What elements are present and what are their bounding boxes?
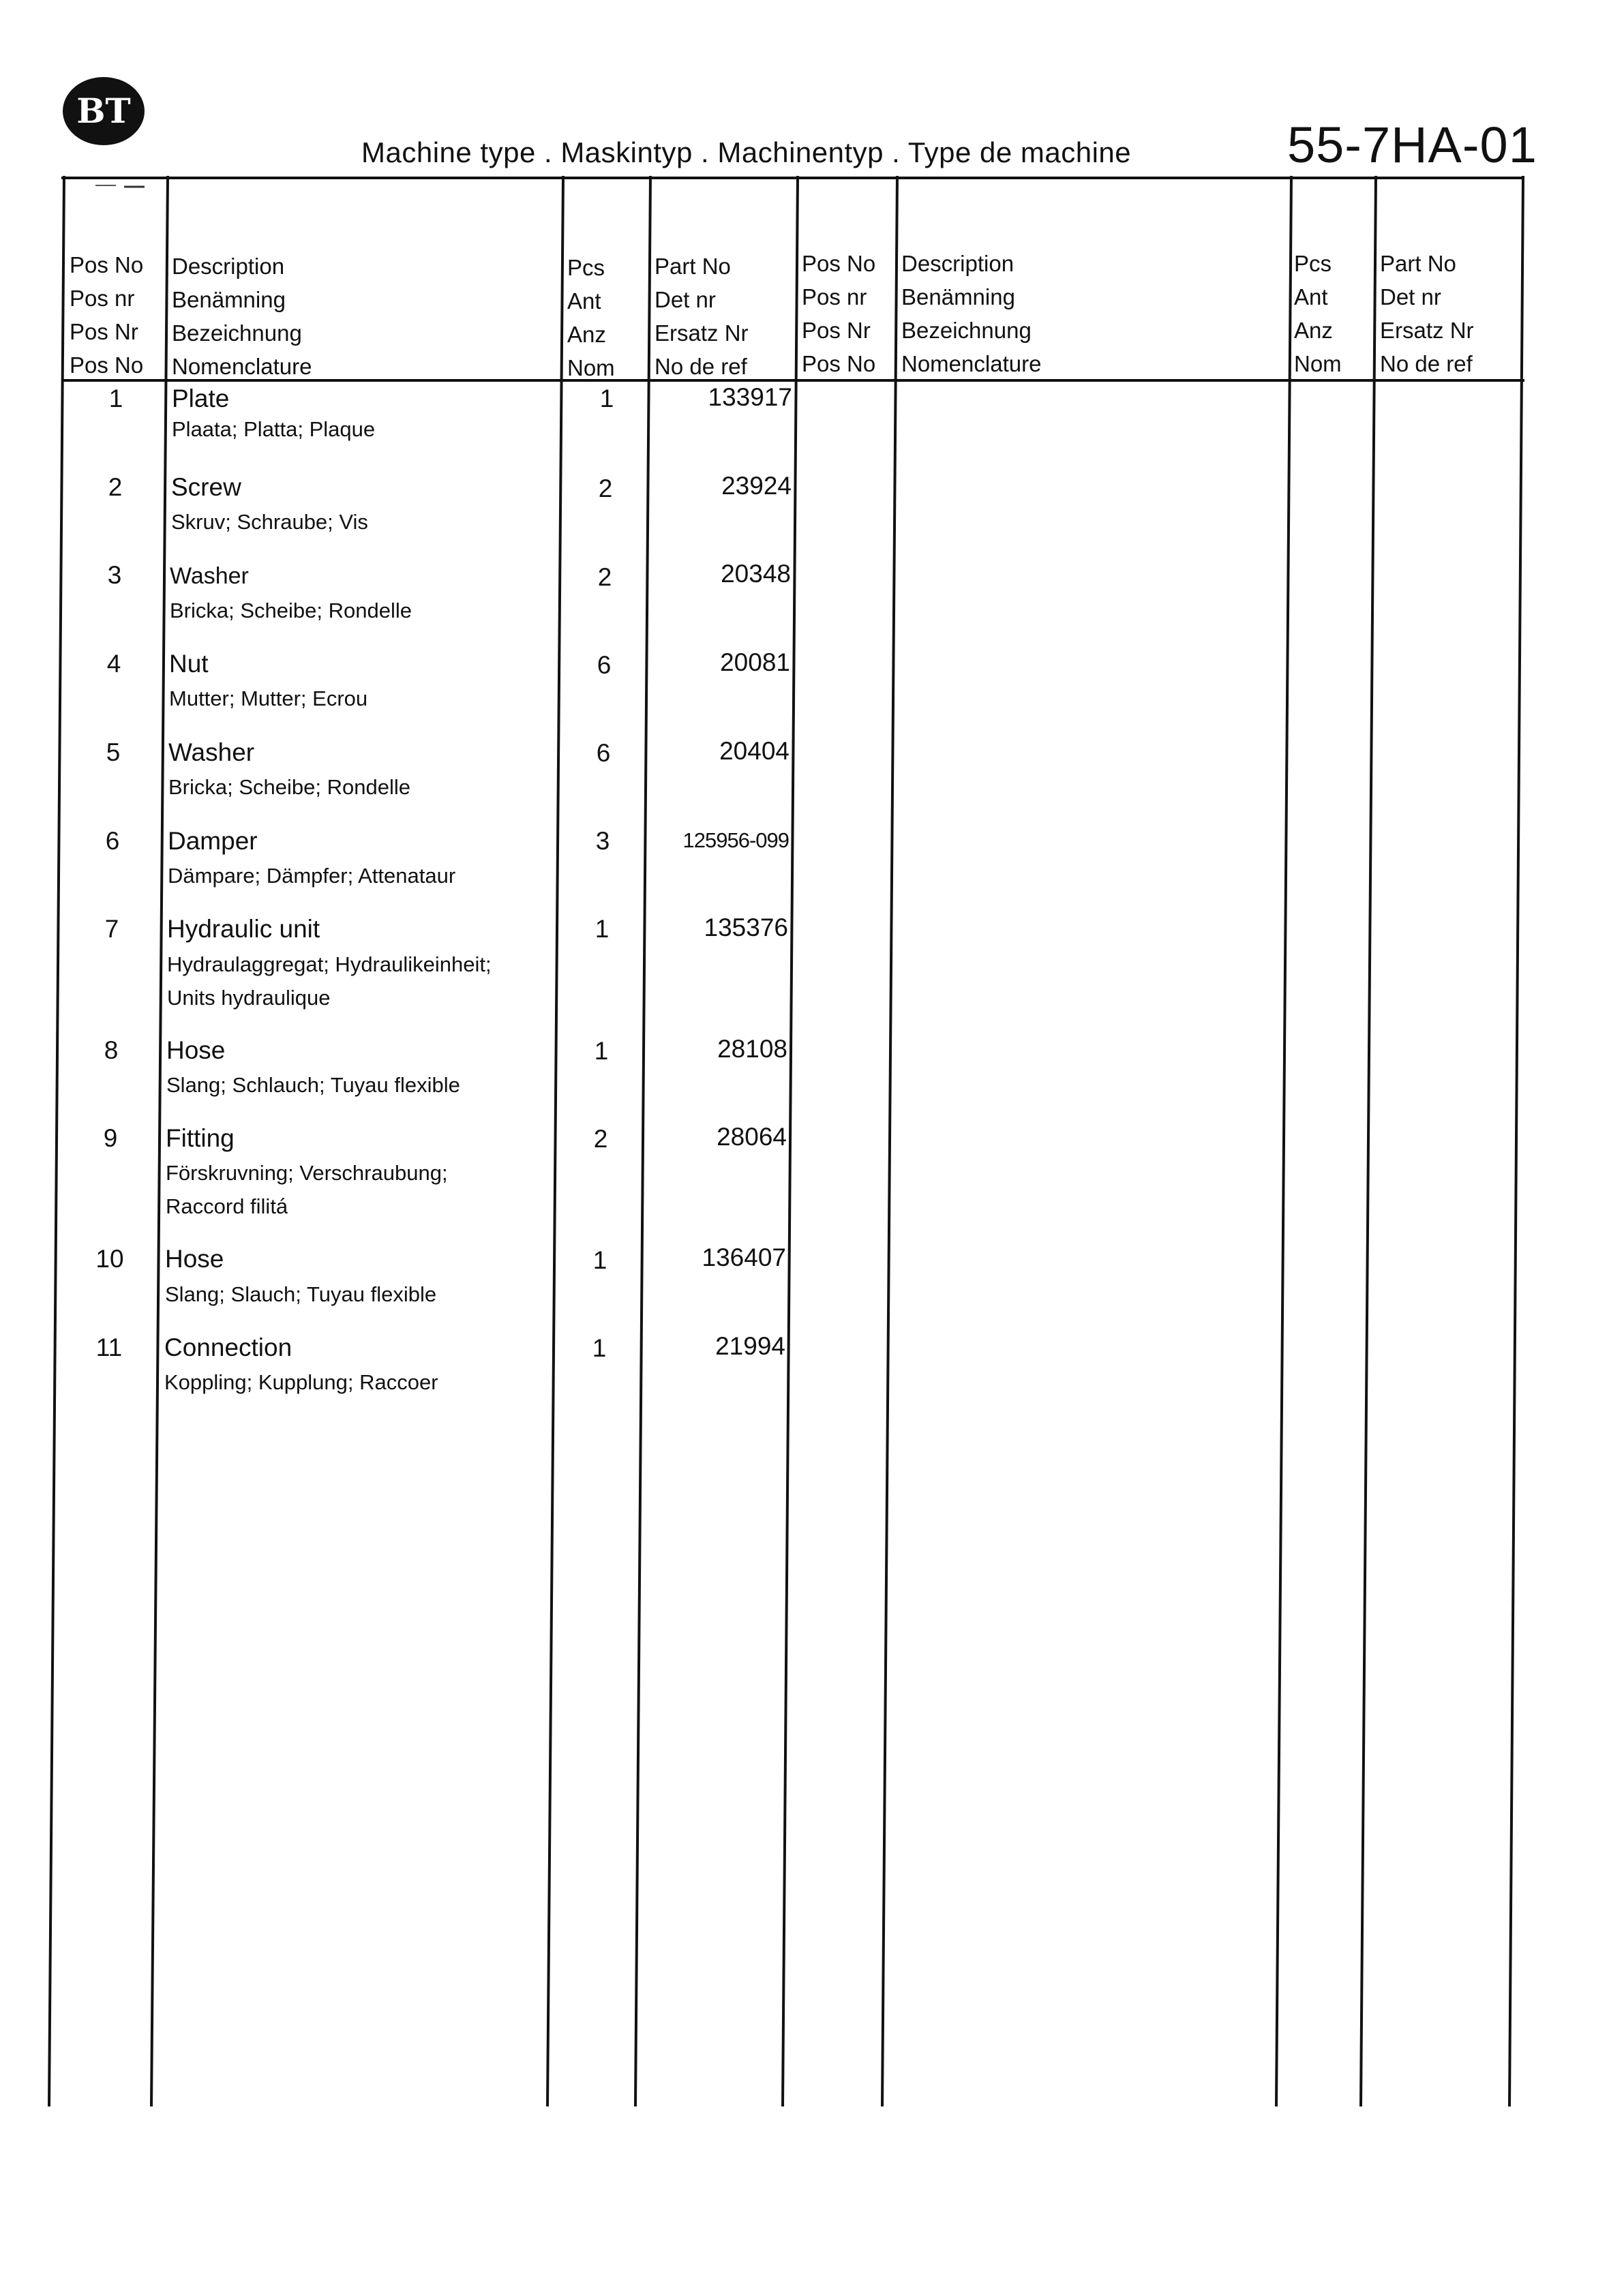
bt-logo [60, 74, 147, 149]
row-name: Washer [170, 563, 249, 589]
machine-code: 55-7HA-01 [1287, 117, 1537, 173]
row-pos: 7 [104, 915, 119, 943]
header-pos-line: Pos No [802, 351, 876, 376]
header-pcs-line: Ant [1294, 284, 1328, 309]
row-sub-line: Förskruvning; Verschraubung; [166, 1161, 448, 1185]
header-desc-line: Description [172, 254, 285, 279]
header-part-line: No de ref [1380, 351, 1473, 376]
header-desc-col-right [901, 247, 1041, 380]
header-desc-col [172, 250, 312, 383]
row-name: Damper [168, 827, 258, 855]
row-part: 136407 [702, 1243, 786, 1271]
row-pos: 6 [105, 827, 120, 855]
row-sub [167, 948, 492, 1014]
col-line-left [49, 176, 64, 2106]
header-pos-col [70, 248, 143, 382]
row-name: Screw [171, 473, 241, 501]
header-pcs-line: Anz [1294, 318, 1333, 343]
row-pos: 1 [108, 384, 123, 412]
header-desc-line: Benämning [172, 287, 286, 312]
row-part: 20348 [721, 560, 791, 588]
header-pos-line: Pos No [70, 352, 144, 378]
row-pcs: 1 [594, 1037, 609, 1065]
row-pos: 3 [107, 561, 122, 589]
header-desc-line: Nomenclature [901, 351, 1042, 376]
row-sub: Plaata; Platta; Plaque [172, 417, 376, 441]
row-sub-line: Raccord filitá [166, 1194, 288, 1218]
header-pos-col-right [802, 247, 875, 380]
header-desc-line: Nomenclature [172, 354, 312, 379]
header-pcs-line: Pcs [567, 255, 605, 280]
row-pcs: 2 [597, 563, 612, 591]
header-part-col-right [1380, 247, 1474, 380]
row-sub: Bricka; Scheibe; Rondelle [170, 599, 412, 622]
row-name: Washer [168, 738, 255, 766]
row-name: Connection [164, 1333, 292, 1361]
col-line-desc2 [1276, 176, 1291, 2106]
row-name: Plate [172, 384, 230, 412]
row-pcs: 6 [596, 739, 611, 767]
header-part-line: No de ref [655, 354, 747, 379]
header-desc-line: Description [901, 251, 1014, 276]
row-pcs: 1 [592, 1334, 607, 1362]
row-part: 125956-099 [682, 828, 789, 852]
header-pcs-line: Nom [1294, 351, 1342, 376]
header-part-line: Part No [655, 254, 731, 279]
row-pos: 4 [106, 650, 121, 678]
row-pos: 11 [95, 1333, 123, 1361]
row-part: 28108 [717, 1035, 787, 1063]
row-part: 133917 [708, 383, 792, 411]
row-pcs: 6 [597, 651, 612, 679]
row-sub: Slang; Slauch; Tuyau flexible [165, 1282, 437, 1306]
header-part-line: Det nr [655, 287, 716, 312]
row-part: 20081 [720, 648, 790, 676]
row-pcs: 1 [595, 915, 610, 943]
col-line-pos2 [882, 176, 897, 2106]
header-part-line: Part No [1380, 251, 1456, 276]
header-pos-line: Pos No [70, 252, 144, 277]
row-sub [166, 1156, 448, 1223]
row-pos: 8 [104, 1036, 119, 1064]
header-pos-line: Pos nr [70, 286, 135, 311]
machine-type-label: Machine type . Maskintyp . Machinentyp . Type de machine [361, 136, 1132, 168]
header-pcs-line: Anz [567, 322, 606, 347]
row-sub-line: Hydraulaggregat; Hydraulikeinheit; [167, 952, 492, 976]
row-pcs: 1 [599, 384, 614, 412]
col-line-pcs [635, 176, 650, 2106]
row-part: 20404 [719, 737, 790, 765]
row-part: 135376 [704, 913, 788, 941]
row-pos: 5 [106, 738, 121, 766]
row-pcs: 3 [595, 827, 610, 855]
header-pos-line: Pos No [802, 251, 876, 276]
header-pos-line: Pos nr [802, 284, 867, 309]
header-pcs-line: Nom [567, 355, 615, 380]
row-name: Hose [165, 1245, 224, 1273]
row-sub: Mutter; Mutter; Ecrou [169, 686, 368, 710]
row-pos: 2 [108, 473, 123, 501]
logo-text: BT [76, 91, 131, 131]
row-pos: 10 [95, 1245, 124, 1273]
row-sub: Dämpare; Dämpfer; Attenataur [168, 864, 456, 888]
row-sub: Slang; Schlauch; Tuyau flexible [166, 1073, 460, 1097]
header-pos-line: Pos Nr [802, 318, 871, 343]
header-part-line: Ersatz Nr [1380, 318, 1474, 343]
row-sub: Bricka; Scheibe; Rondelle [168, 775, 410, 799]
header-pcs-line: Pcs [1294, 251, 1332, 276]
header-pos-line: Pos Nr [70, 319, 138, 344]
row-part: 28064 [717, 1123, 787, 1151]
row-part: 23924 [721, 472, 792, 500]
header-desc-line: Bezeichnung [172, 320, 302, 346]
row-pos: 9 [103, 1124, 118, 1152]
col-line-right [1509, 176, 1523, 2106]
header-pcs-col-right [1294, 247, 1342, 380]
header-desc-line: Benämning [901, 284, 1015, 309]
header-pcs-col [567, 251, 615, 384]
row-name: Hydraulic unit [167, 915, 320, 943]
col-line-desc [547, 176, 563, 2106]
row-name: Hose [166, 1036, 226, 1064]
row-sub-line: Units hydraulique [167, 986, 331, 1010]
row-pcs: 2 [598, 474, 613, 502]
header-pcs-line: Ant [567, 288, 601, 314]
row-pcs: 2 [593, 1125, 608, 1153]
row-part: 21994 [715, 1332, 785, 1360]
header-desc-line: Bezeichnung [901, 318, 1032, 343]
row-pcs: 1 [592, 1246, 607, 1274]
header-part-line: Det nr [1380, 284, 1441, 309]
header-part-line: Ersatz Nr [655, 320, 749, 346]
header-part-col [655, 250, 749, 383]
row-name: Nut [169, 650, 209, 678]
row-name: Fitting [166, 1124, 235, 1152]
col-line-pcs2 [1361, 176, 1376, 2106]
row-sub: Skruv; Schraube; Vis [171, 510, 368, 534]
row-sub: Koppling; Kupplung; Raccoer [164, 1370, 438, 1394]
